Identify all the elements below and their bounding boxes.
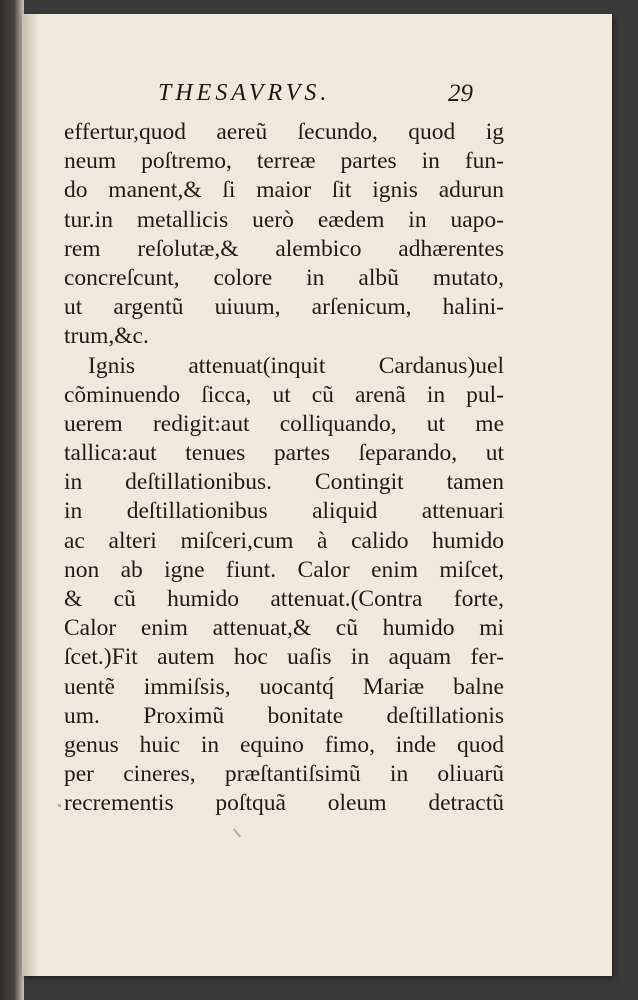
text-line: Calor enim attenuat,& cũ humido mi xyxy=(64,615,504,642)
text-line: per cineres, præſtantiſsimũ in oliuarũ xyxy=(64,761,504,788)
running-title: THESAVRVS. xyxy=(158,80,331,106)
body-text xyxy=(64,118,504,819)
text-line: recrementis poſtquã oleum detractũ xyxy=(64,790,504,817)
text-line: effertur,quod aereũ ſecundo, quod ig xyxy=(64,119,504,145)
text-line: ut argentũ uiuum, arſenicum, halini- xyxy=(64,294,504,321)
text-line: genus huic in equino fimo, inde quod xyxy=(64,731,504,758)
text-line: cõminuendo ſicca, ut cũ arenã in pul- xyxy=(64,381,504,408)
text-line: non ab igne fiunt. Calor enim miſcet, xyxy=(64,556,504,583)
paper-speck xyxy=(58,804,61,807)
text-line: concreſcunt, colore in albũ mutato, xyxy=(64,264,504,291)
text-line: tur.in metallicis uerò eædem in uapo- xyxy=(64,206,504,233)
paper-speck xyxy=(233,829,241,838)
text-line: ac alteri miſceri,cum à calido humido xyxy=(64,527,504,554)
book-page xyxy=(22,14,612,976)
text-line: tallica:aut tenues partes ſeparando, ut xyxy=(64,440,504,467)
binding-gutter xyxy=(0,0,24,1000)
text-line: rem reſolutæ,& alembico adhærentes xyxy=(64,235,504,262)
text-line: um. Proximũ bonitate deſtillationis xyxy=(64,702,504,729)
text-line: ſcet.)Fit autem hoc uaſis in aquam fer- xyxy=(64,644,504,671)
text-line: uentẽ immiſsis, uocantq́ Mariæ balne xyxy=(64,673,504,700)
text-line: neum poſtremo, terreæ partes in fun- xyxy=(64,148,504,175)
paragraph-first-line: Ignis attenuat(inquit Cardanus)uel xyxy=(88,352,504,379)
page-header xyxy=(22,80,612,110)
text-line: in deſtillationibus. Contingit tamen xyxy=(64,469,504,496)
text-line: do manent,& ſi maior ſit ignis adurun xyxy=(64,177,504,204)
text-line: & cũ humido attenuat.(Contra forte, xyxy=(64,586,504,612)
text-line: trum,&c. xyxy=(64,323,149,350)
text-line: uerem redigit:aut colliquando, ut me xyxy=(64,410,504,437)
page-number: 29 xyxy=(448,80,473,107)
text-line: in deſtillationibus aliquid attenuari xyxy=(64,498,504,525)
